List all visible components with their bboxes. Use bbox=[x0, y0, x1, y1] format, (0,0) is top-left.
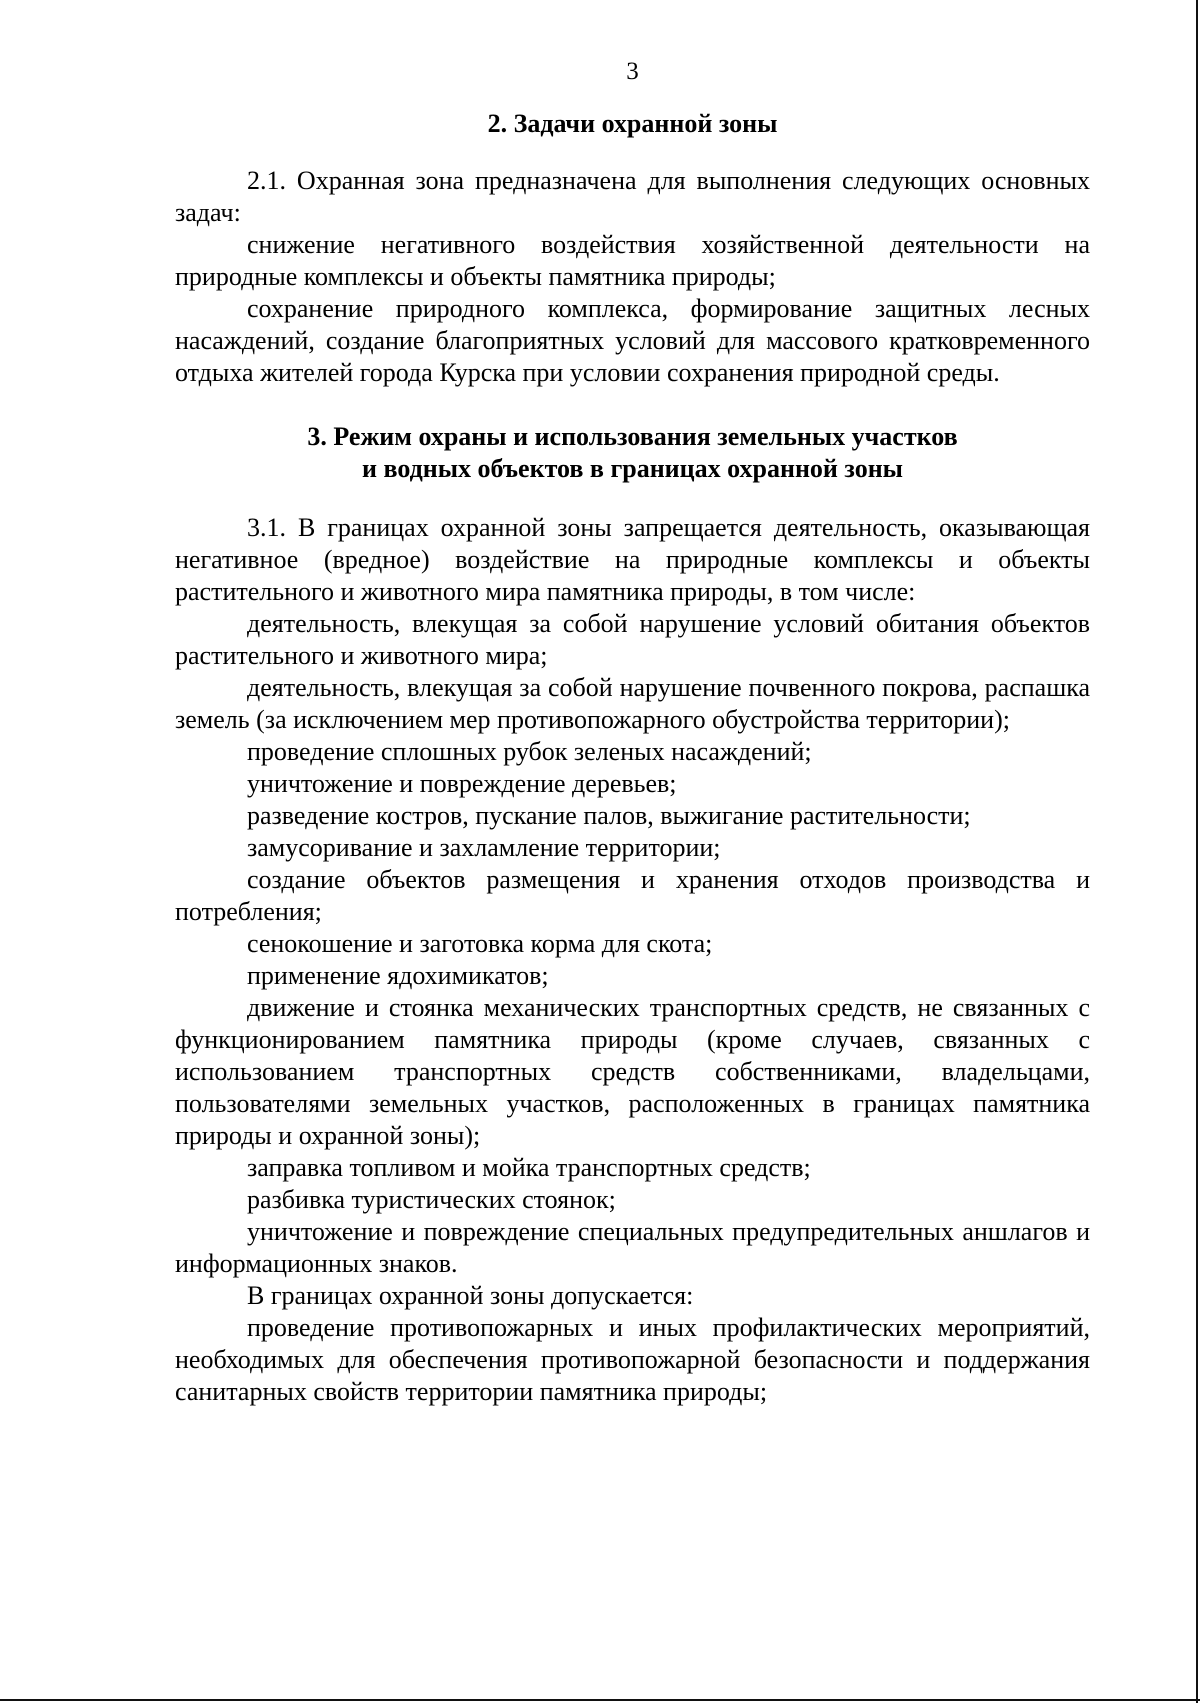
section-3-paragraph: создание объектов размещения и хранения отходов производства и потребления; bbox=[175, 865, 1090, 926]
section-3-paragraph: разведение костров, пускание палов, выжигание растительности; bbox=[247, 801, 971, 830]
section-3-paragraph: уничтожение и повреждение специальных предупредительных аншлагов и информационных знаков. bbox=[175, 1217, 1090, 1278]
section-2-paragraph: сохранение природного комплекса, формирование защитных лесных насаждений, создание благоприятных условий для массового кратковременного отдыха жителей города Курска при условии сохранения природной среды. bbox=[175, 294, 1090, 387]
section-3-paragraph: деятельность, влекущая за собой нарушение условий обитания объектов растительного и животного мира; bbox=[175, 609, 1090, 670]
section-3-paragraph: применение ядохимикатов; bbox=[247, 961, 549, 990]
section-2-paragraph: 2.1. Охранная зона предназначена для выполнения следующих основных задач: bbox=[175, 166, 1090, 227]
section-2-paragraph: снижение негативного воздействия хозяйственной деятельности на природные комплексы и объекты памятника природы; bbox=[175, 230, 1090, 291]
section-3-heading-line-2: и водных объектов в границах охранной зоны bbox=[362, 454, 903, 483]
section-3-paragraph: разбивка туристических стоянок; bbox=[247, 1185, 616, 1214]
section-3-paragraph: движение и стоянка механических транспортных средств, не связанных с функционированием памятника природы (кроме случаев, связанных с использованием транспортных средств собственниками, владельцами, пользователями земельных участков, расположенных в границах памятника природы и охранной зоны); bbox=[175, 993, 1090, 1150]
section-2-heading: 2. Задачи охранной зоны bbox=[487, 109, 778, 138]
section-3-paragraph: деятельность, влекущая за собой нарушение почвенного покрова, распашка земель (за исключением мер противопожарного обустройства территории); bbox=[175, 673, 1090, 734]
scan-edge-bottom bbox=[0, 1699, 1200, 1701]
page-number: 3 bbox=[626, 58, 639, 85]
section-3-heading-line-1: 3. Режим охраны и использования земельных участков bbox=[307, 422, 958, 451]
section-3-paragraph: проведение противопожарных и иных профилактических мероприятий, необходимых для обеспечения противопожарной безопасности и поддержания санитарных свойств территории памятника природы; bbox=[175, 1313, 1090, 1406]
section-3-paragraph: уничтожение и повреждение деревьев; bbox=[247, 769, 677, 798]
scan-edge-right bbox=[1196, 0, 1198, 1703]
section-3-paragraph: заправка топливом и мойка транспортных средств; bbox=[247, 1153, 811, 1182]
section-3-paragraph: В границах охранной зоны допускается: bbox=[247, 1281, 694, 1310]
page-content bbox=[175, 56, 1090, 1408]
section-3-paragraph: сенокошение и заготовка корма для скота; bbox=[247, 929, 713, 958]
section-3-paragraph: замусоривание и захламление территории; bbox=[247, 833, 721, 862]
section-3-heading bbox=[175, 421, 1090, 485]
section-3-paragraph: 3.1. В границах охранной зоны запрещается деятельность, оказывающая негативное (вредное) воздействие на природные комплексы и объекты растительного и животного мира памятника природы, в том числе: bbox=[175, 513, 1090, 606]
section-3-paragraph: проведение сплошных рубок зеленых насаждений; bbox=[247, 737, 812, 766]
